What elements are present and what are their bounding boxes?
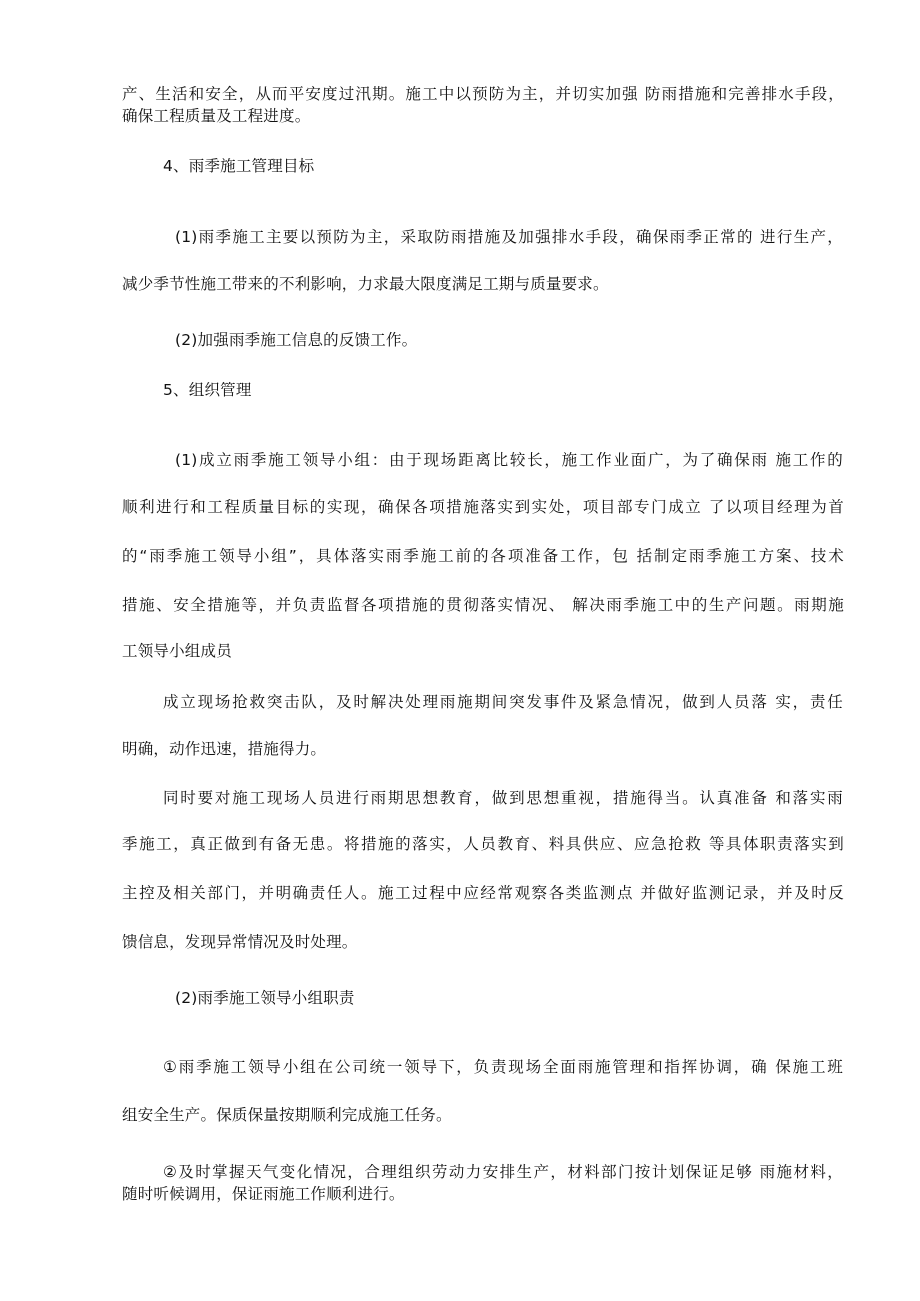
text-line-8: (1)成立雨季施工领导小组：由于现场距离比较长，施工作业面广，为了确保雨 施工作的 [175,451,843,469]
text-line-1: 产、生活和安全，从而平安度过汛期。施工中以预防为主，并切实加强 防雨措施和完善排水手段， [122,85,844,103]
text-line-2: 确保工程质量及工程进度。 [122,107,311,125]
text-line-12: 工领导小组成员 [122,642,232,660]
text-line-16: 季施工，真正做到有备无患。将措施的落实，人员教育、料具供应、应急抢救 等具体职责落实到 [122,835,844,853]
text-line-4: (1)雨季施工主要以预防为主，采取防雨措施及加强排水手段，确保雨季正常的 进行生产， [175,228,843,246]
section-heading-5: 5、组织管理 [163,381,252,399]
text-line-6: (2)加强雨季施工信息的反馈工作。 [175,331,418,349]
text-line-18: 馈信息，发现异常情况及时处理。 [122,933,358,951]
section-heading-4: 4、雨季施工管理目标 [163,157,315,175]
text-line-20: ①雨季施工领导小组在公司统一领导下，负责现场全面雨施管理和指挥协调，确 保施工班 [163,1058,843,1076]
text-line-10: 的“雨季施工领导小组”，具体落实雨季施工前的各项准备工作，包 括制定雨季施工方案、技术 [122,547,844,565]
text-line-13: 成立现场抢救突击队，及时解决处理雨施期间突发事件及紧急情况，做到人员落 实，责任 [163,693,843,711]
text-line-19: (2)雨季施工领导小组职责 [175,989,355,1007]
text-line-14: 明确，动作迅速，措施得力。 [122,740,327,758]
text-line-9: 顺利进行和工程质量目标的实现，确保各项措施落实到实处，项目部专门成立 了以项目经理为首 [122,498,844,516]
text-line-22: ②及时掌握天气变化情况，合理组织劳动力安排生产，材料部门按计划保证足够 雨施材料， [163,1163,843,1181]
text-line-5: 减少季节性施工带来的不利影响，力求最大限度满足工期与质量要求。 [122,275,609,293]
text-line-17: 主控及相关部门，并明确责任人。施工过程中应经常观察各类监测点 并做好监测记录，并及时反 [122,884,844,902]
text-line-21: 组安全生产。保质保量按期顺利完成施工任务。 [122,1106,452,1124]
text-line-11: 措施、安全措施等，并负责监督各项措施的贯彻落实情况、 解决雨季施工中的生产问题。雨期施 [122,596,844,614]
text-line-15: 同时要对施工现场人员进行雨期思想教育，做到思想重视，措施得当。认真准备 和落实雨 [163,789,843,807]
text-line-23: 随时听候调用，保证雨施工作顺利进行。 [122,1185,405,1203]
